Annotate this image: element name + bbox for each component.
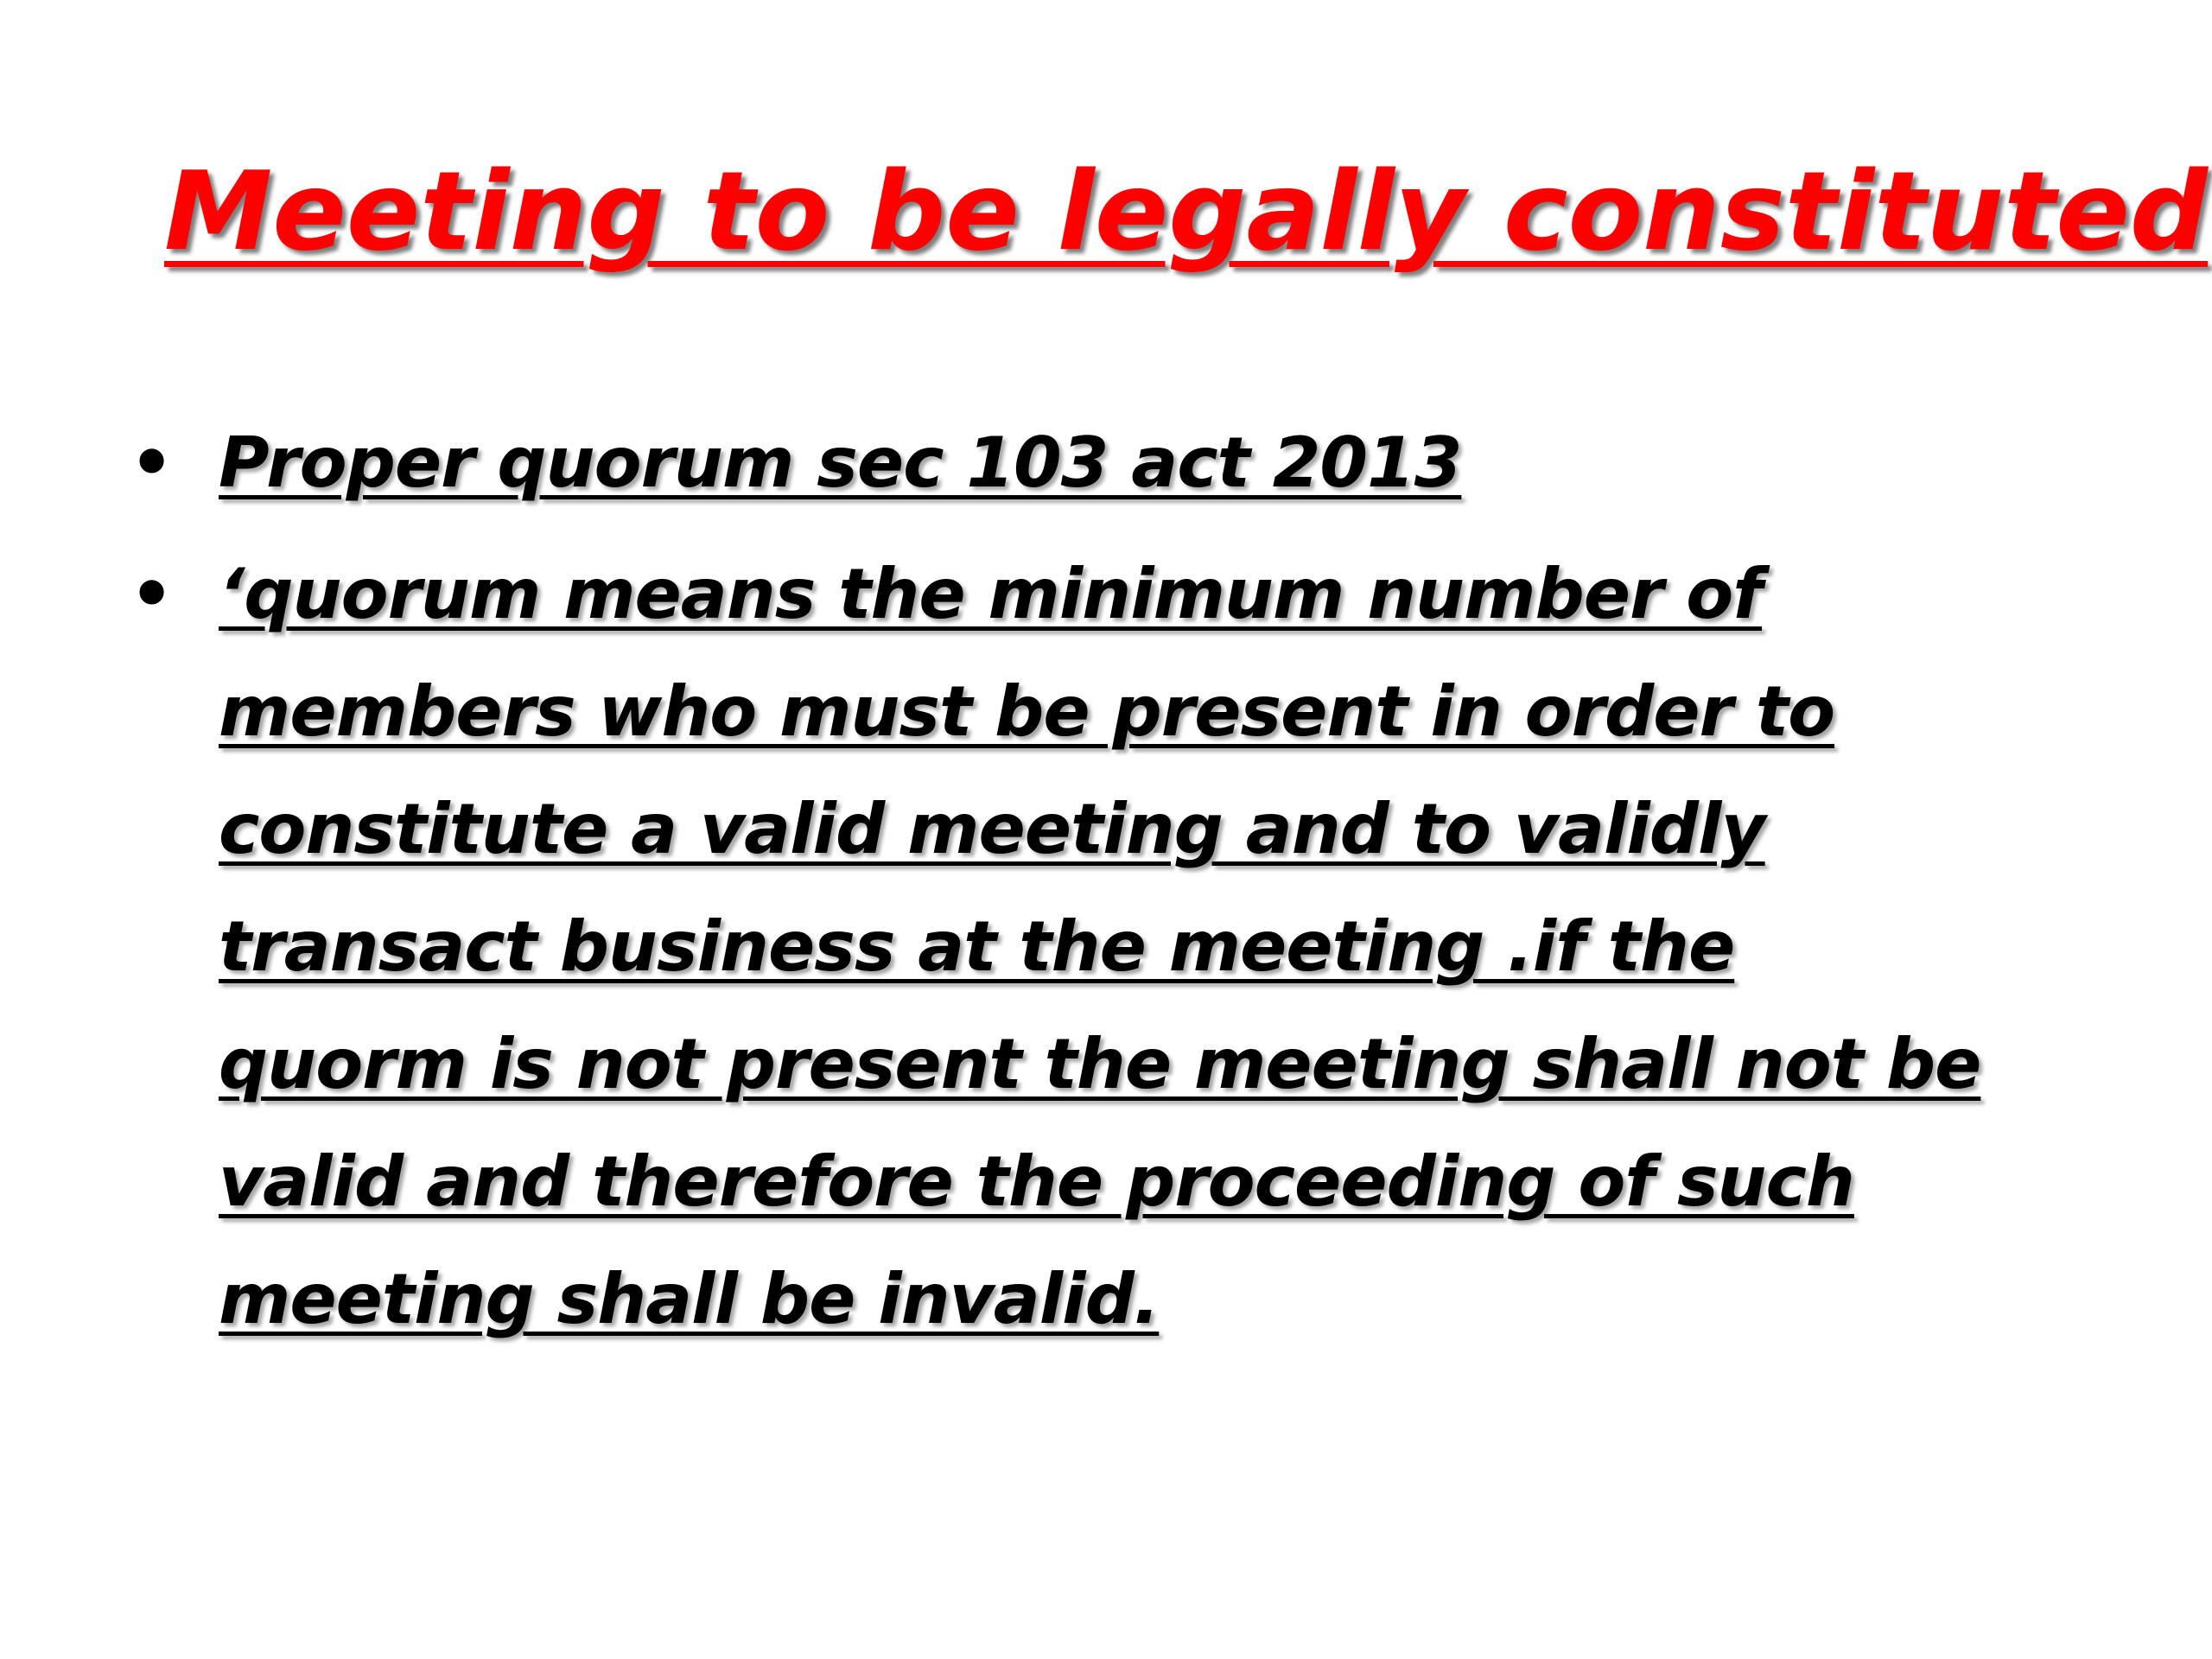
bullet-item-quorum-section	[130, 404, 2117, 522]
bullet-text	[219, 404, 2117, 522]
bullet-line: ‘quorum means the minimum number of	[219, 554, 1763, 634]
bullet-line: quorm is not present the meeting shall not be	[219, 1024, 1981, 1104]
bullet-marker: •	[130, 423, 175, 503]
bullet-line: Proper quorum sec 103 act 2013	[219, 423, 1462, 503]
bullet-line: members who must be present in order to	[219, 671, 1835, 752]
bullet-list	[130, 404, 2117, 1358]
bullet-line: valid and therefore the proceeding of such	[219, 1141, 1854, 1222]
bullet-line: meeting shall be invalid.	[219, 1259, 1160, 1339]
slide-title: Meeting to be legally constituted	[164, 148, 2209, 275]
bullet-item-quorum-definition	[130, 536, 2117, 1358]
bullet-text	[219, 536, 2117, 1358]
bullet-marker: •	[130, 554, 175, 634]
bullet-line: constitute a valid meeting and to validly	[219, 789, 1765, 869]
bullet-line: transact business at the meeting .if the	[219, 906, 1735, 987]
